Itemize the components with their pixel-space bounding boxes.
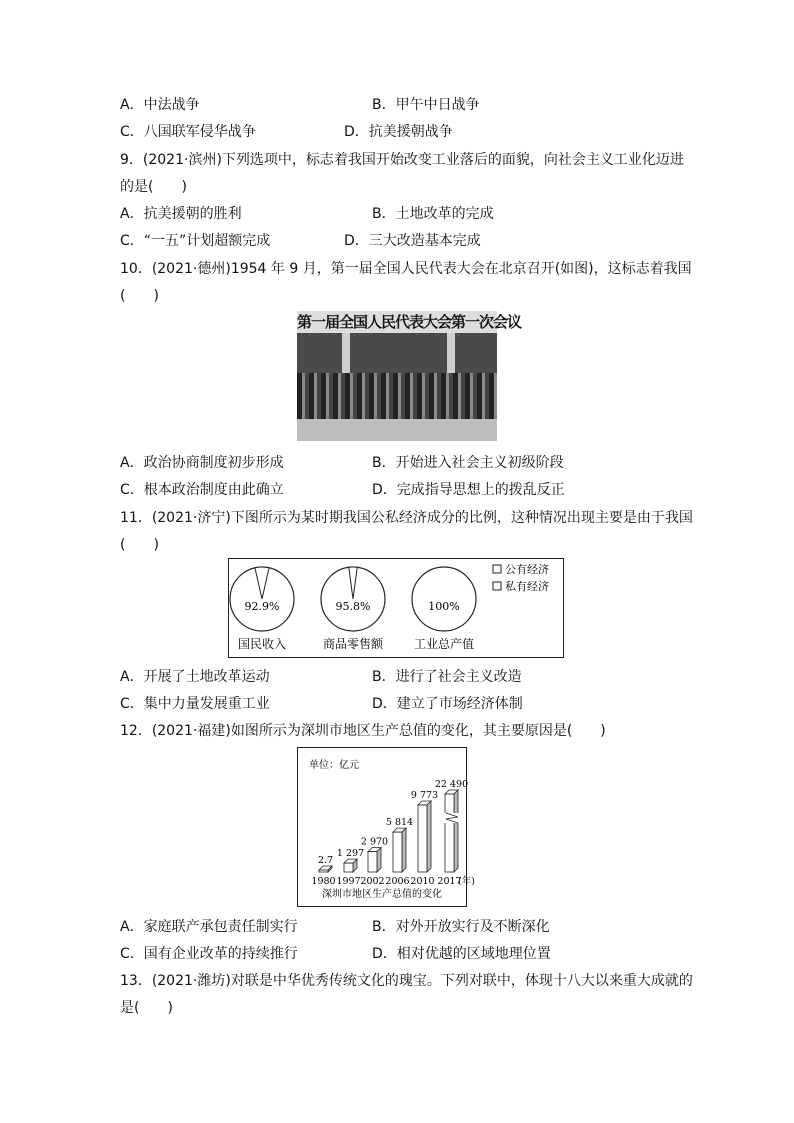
bar-side-4 <box>427 801 431 872</box>
q9-option-a: A．抗美援朝的胜利 <box>120 206 242 222</box>
photo-banner: 第一届全国人民代表大会第一次会议 <box>297 313 522 331</box>
q9-stem-line1: 9．(2021·滨州)下列选项中，标志着我国开始改变工业落后的面貌，向社会主义工业化迈进 <box>120 152 684 168</box>
legend-swatch-0 <box>493 565 501 573</box>
q9-option-d: D．三大改造基本完成 <box>344 233 481 249</box>
q10-option-c: C．根本政治制度由此确立 <box>120 482 284 498</box>
bar-category-label-2: 2002 <box>360 876 385 887</box>
pie-value-label-1: 95.8% <box>335 600 371 613</box>
legend-swatch-1 <box>493 582 501 590</box>
bar-value-label-4: 9 773 <box>410 790 439 801</box>
legend-label-1: 私有经济 <box>505 580 549 593</box>
pie-value-label-2: 100% <box>428 600 460 613</box>
q12-option-d: D．相对优越的区域地理位置 <box>372 946 551 962</box>
economy-pie-chart <box>228 558 564 658</box>
congress-photo <box>297 311 522 441</box>
q12-option-b: B．对外开放实行及不断深化 <box>372 919 550 935</box>
q11-option-c: C．集中力量发展重工业 <box>120 696 270 712</box>
q10-option-d: D．完成指导思想上的拨乱反正 <box>372 482 565 498</box>
bar-value-label-2: 2 970 <box>360 836 389 848</box>
pie-circle-2 <box>412 567 476 631</box>
photo-ground <box>297 419 497 441</box>
bar-category-label-0: 1980 <box>311 876 336 887</box>
bar-x-unit-label: (年) <box>458 876 475 887</box>
photo-crowd <box>297 373 497 419</box>
bar-value-label-5: 22 490 <box>434 779 469 790</box>
bar-0 <box>319 870 328 872</box>
bar-value-label-3: 5 814 <box>385 817 414 829</box>
q11-option-b: B．进行了社会主义改造 <box>372 669 522 685</box>
bar-side-3 <box>402 828 406 872</box>
bar-category-label-1: 1997 <box>336 876 361 887</box>
q10-stem-line2: ( ) <box>120 288 159 304</box>
bar-side-5 <box>454 790 458 872</box>
shenzhen-gdp-bar-chart <box>297 747 475 907</box>
q12-option-c: C．国有企业改革的持续推行 <box>120 946 298 962</box>
bar-3 <box>393 832 402 872</box>
bar-4 <box>418 805 427 872</box>
bar-side-2 <box>377 848 381 872</box>
q11-option-d: D．建立了市场经济体制 <box>372 696 523 712</box>
q8-option-c: C．八国联军侵华战争 <box>120 124 256 140</box>
legend-label-0: 公有经济 <box>505 563 549 576</box>
pie-category-label-2: 工业总产值 <box>413 637 475 651</box>
q10-stem-line1: 10．(2021·德州)1954 年 9 月，第一届全国人民代表大会在北京召开(如图)，这标志着我国 <box>120 261 692 277</box>
q11-stem-line1: 11．(2021·济宁)下图所示为某时期我国公私经济成分的比例，这种情况出现主要是由于我国 <box>120 510 693 526</box>
bar-category-label-3: 2006 <box>385 876 410 887</box>
q9-option-c: C．“一五”计划超额完成 <box>120 233 271 249</box>
q11-stem-line2: ( ) <box>120 537 159 553</box>
q8-option-d: D．抗美援朝战争 <box>344 124 453 140</box>
pie-value-label-0: 92.9% <box>244 600 280 613</box>
q11-option-a: A．开展了土地改革运动 <box>120 669 270 685</box>
q9-option-b: B．土地改革的完成 <box>372 206 494 222</box>
q12-stem: 12．(2021·福建)如图所示为深圳市地区生产总值的变化，其主要原因是( ) <box>120 723 606 739</box>
pie-category-label-1: 商品零售额 <box>322 637 384 651</box>
bar-1 <box>344 863 353 872</box>
q10-option-b: B．开始进入社会主义初级阶段 <box>372 455 564 471</box>
q9-stem-line2: 的是( ) <box>120 179 187 195</box>
bar-chart-unit-label: 单位：亿元 <box>309 760 359 771</box>
q10-option-a: A．政治协商制度初步形成 <box>120 455 284 471</box>
bar-category-label-5: 2017 <box>437 876 462 887</box>
bar-2 <box>368 852 377 872</box>
bar-value-label-1: 1 297 <box>336 848 365 860</box>
bar-chart-title: 深圳市地区生产总值的变化 <box>322 889 442 900</box>
q13-stem-line2: 是( ) <box>120 1000 173 1016</box>
bar-5 <box>445 794 454 872</box>
q8-option-a: A．中法战争 <box>120 97 200 113</box>
bar-value-label-0: 2.7 <box>317 855 334 866</box>
q8-option-b: B．甲午中日战争 <box>372 97 480 113</box>
pie-category-label-0: 国民收入 <box>237 637 287 651</box>
bar-category-label-4: 2010 <box>410 876 435 887</box>
q13-stem-line1: 13．(2021·潍坊)对联是中华优秀传统文化的瑰宝。下列对联中，体现十八大以来重大成就的 <box>120 973 693 989</box>
q12-option-a: A．家庭联产承包责任制实行 <box>120 919 298 935</box>
